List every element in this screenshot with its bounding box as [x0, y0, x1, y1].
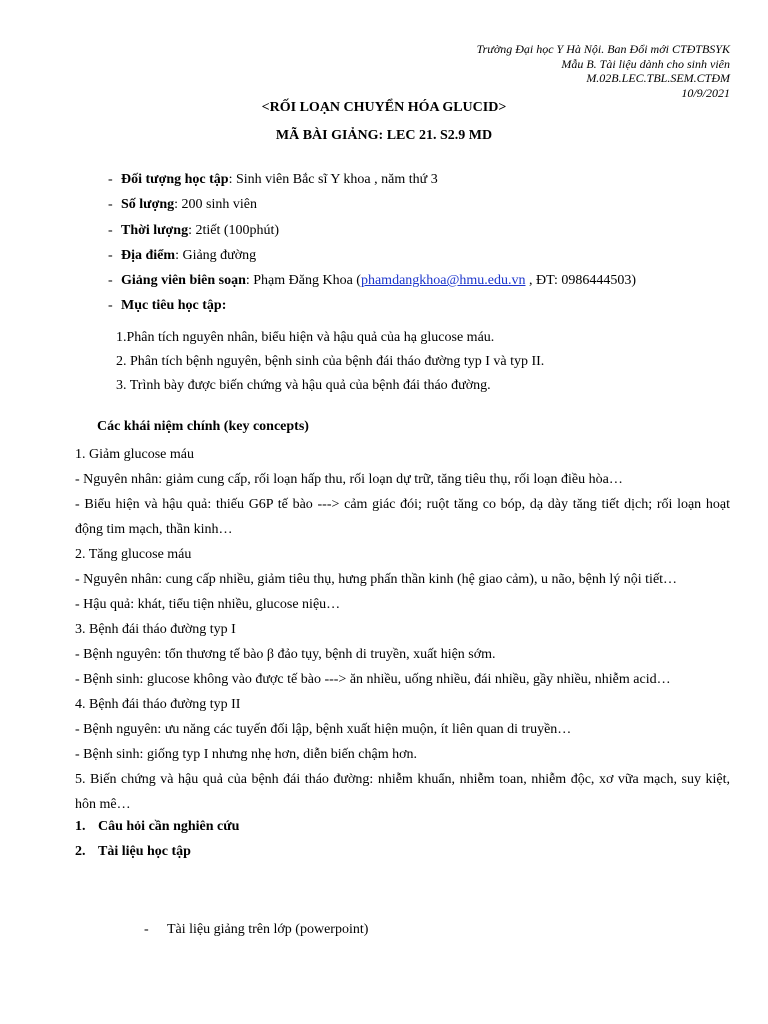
concept-paragraph: 5. Biến chứng và hậu quả của bệnh đái tháo đường: nhiễm khuẩn, nhiễm toan, nhiễm độc, xơ vữa mạch, suy kiệt, hôn mê… [75, 772, 730, 812]
materials-item: - Tài liệu giảng trên lớp (powerpoint) [144, 922, 369, 937]
objectives-list [116, 328, 544, 400]
section-research-questions-label: Câu hỏi cần nghiên cứu [98, 819, 240, 834]
info-lecturer-label: Giảng viên biên soạn [121, 273, 246, 289]
document-title [0, 98, 768, 154]
info-objectives-label: Mục tiêu học tập: [121, 298, 227, 314]
concept-paragraph: - Bệnh nguyên: ưu năng các tuyến đối lập, bệnh xuất hiện muộn, ít liên quan di truyền… [75, 722, 572, 737]
info-target-label: Đối tượng học tập [121, 172, 229, 187]
concept-paragraph: 1. Giảm glucose máu [75, 447, 194, 462]
info-lecturer-phone: , ĐT: 0986444503) [525, 273, 637, 289]
concept-paragraph: - Bệnh sinh: glucose không vào được tế bào ---> ăn nhiều, uống nhiều, đái nhiều, gầy nhiều, nhiễm acid… [75, 672, 671, 687]
concept-paragraph: - Nguyên nhân: giảm cung cấp, rối loạn hấp thu, rối loạn dự trữ, tăng tiêu thụ, rối loạn điều hòa… [75, 472, 623, 487]
objective-item: 3. Trình bày được biến chứng và hậu quả của bệnh đái tháo đường. [116, 378, 491, 393]
concept-paragraph: - Bệnh sinh: giống typ I nhưng nhẹ hơn, diễn biến chậm hơn. [75, 747, 418, 762]
info-duration-label: Thời lượng [121, 222, 189, 238]
objective-item: 2. Phân tích bệnh nguyên, bệnh sinh của bệnh đái tháo đường typ I và typ II. [116, 354, 545, 369]
info-duration: - Thời lượng: 2tiết (100phút) [108, 222, 280, 238]
info-quantity-label: Số lượng [121, 197, 175, 213]
header-line-code: M.02B.LEC.TBL.SEM.CTĐM [586, 71, 730, 85]
info-lecturer-value: : Phạm Đăng Khoa ( [245, 273, 361, 289]
info-location-value: : Giảng đường [175, 247, 257, 263]
info-target: - Đối tượng học tập: Sinh viên Bắc sĩ Y khoa , năm thứ 3 [108, 172, 438, 187]
header-line-institution: Trường Đại học Y Hà Nội. Ban Đổi mới CTĐTBSYK [476, 42, 730, 56]
concept-paragraph: - Biểu hiện và hậu quả: thiếu G6P tế bào ---> cảm giác đói; ruột tăng co bóp, dạ dày tăng tiết dịch; rối loạn hoạt động tim mạch, thần kinh… [75, 497, 730, 537]
info-lecturer: - Giảng viên biên soạn: Phạm Đăng Khoa (phamdangkhoa@hmu.edu.vn , ĐT: 0986444503) [108, 273, 637, 289]
section-research-questions: 1. Câu hỏi cần nghiên cứu [75, 819, 240, 834]
header-line-date: 10/9/2021 [681, 85, 730, 100]
concept-paragraph: 2. Tăng glucose máu [75, 547, 192, 562]
info-duration-value: : 2tiết (100phút) [188, 222, 280, 238]
lecturer-email-link[interactable]: phamdangkhoa@hmu.edu.vn [360, 273, 526, 289]
section-study-materials-label: Tài liệu học tập [98, 844, 191, 859]
key-concepts-section [75, 417, 730, 867]
info-location: - Địa điểm: Giảng đường [108, 247, 257, 263]
lecture-title: <RỐI LOẠN CHUYỂN HÓA GLUCID> [261, 100, 507, 115]
header-line-form: Mẫu B. Tài liệu dành cho sinh viên [561, 56, 730, 71]
materials-item-label: Tài liệu giảng trên lớp (powerpoint) [167, 922, 369, 937]
info-location-label: Địa điểm [121, 247, 176, 263]
document-header [477, 42, 730, 100]
info-quantity: - Số lượng: 200 sinh viên [108, 197, 257, 213]
concept-paragraph: - Hậu quả: khát, tiểu tiện nhiều, glucose niệu… [75, 597, 341, 612]
key-concepts-heading: Các khái niệm chính (key concepts) [97, 419, 309, 434]
info-target-value: : Sinh viên Bắc sĩ Y khoa , năm thứ 3 [228, 172, 438, 187]
concept-paragraph: 4. Bệnh đái tháo đường typ II [75, 697, 241, 712]
lecture-info-list [108, 170, 636, 322]
lecture-code: MÃ BÀI GIẢNG: LEC 21. S2.9 MD [275, 128, 493, 143]
objective-item: 1.Phân tích nguyên nhân, biểu hiện và hậu quả của hạ glucose máu. [116, 330, 495, 345]
concept-paragraph: 3. Bệnh đái tháo đường typ I [75, 622, 236, 637]
concept-paragraph: - Nguyên nhân: cung cấp nhiều, giảm tiêu thụ, hưng phấn thần kinh (hệ giao cảm), u não, bệnh lý nội tiết… [75, 572, 678, 587]
info-quantity-value: : 200 sinh viên [174, 197, 257, 213]
section-study-materials: 2. Tài liệu học tập [75, 844, 191, 859]
info-objectives: - Mục tiêu học tập: [108, 298, 227, 314]
concept-paragraph: - Bệnh nguyên: tổn thương tế bào β đảo tụy, bệnh di truyền, xuất hiện sớm. [75, 647, 496, 662]
